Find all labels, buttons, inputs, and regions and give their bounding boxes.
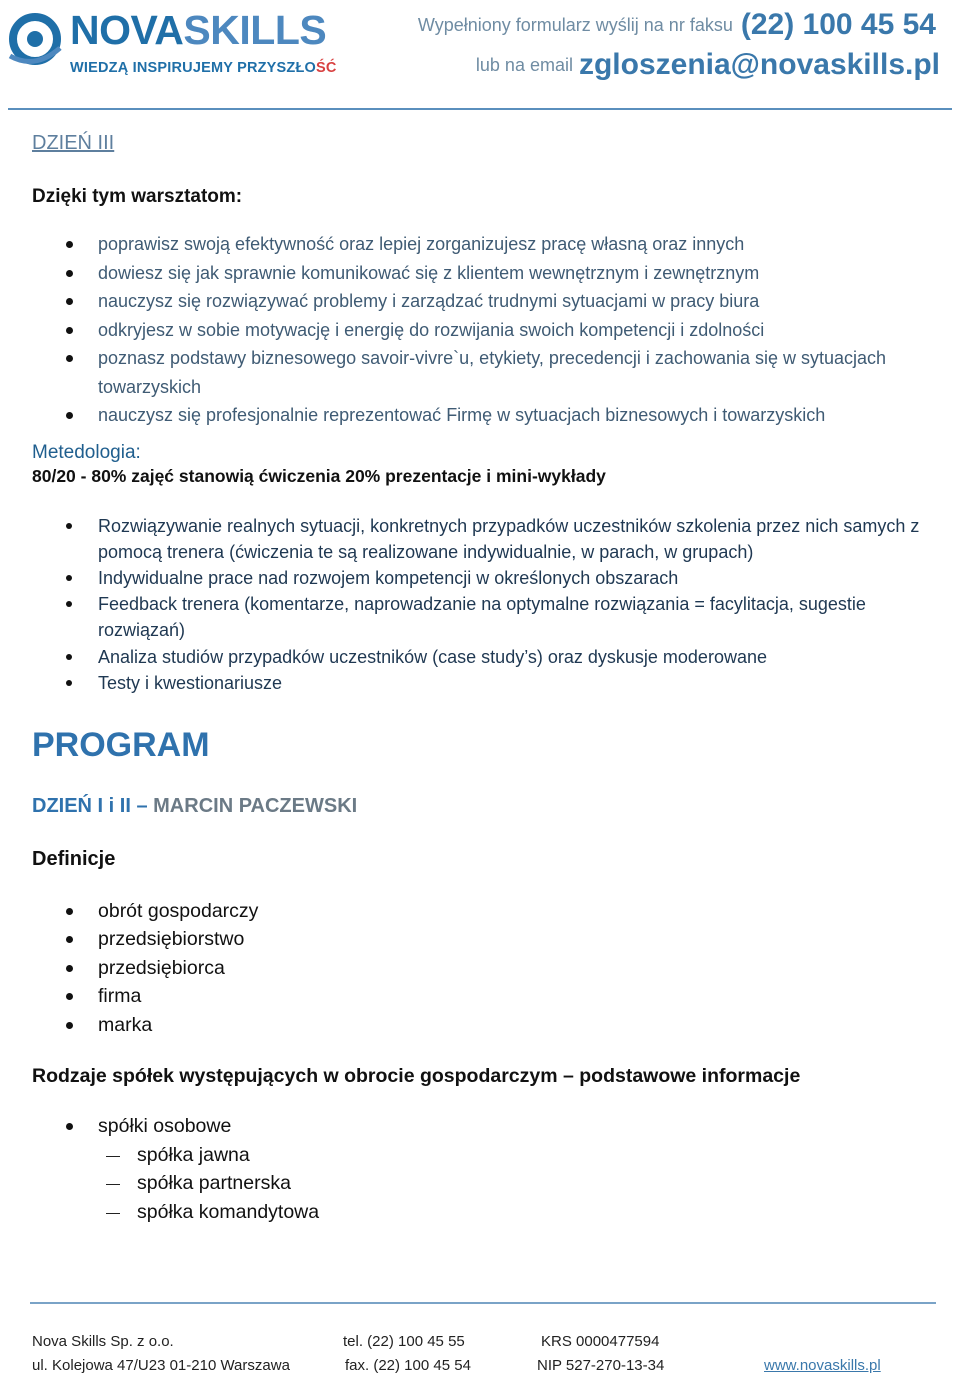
bullet-icon — [66, 965, 73, 972]
bullet-icon — [66, 601, 72, 607]
methods-list — [32, 513, 942, 696]
company-types-title: Rodzaje spółek występujących w obrocie gospodarczym – podstawowe informacje — [32, 1065, 801, 1088]
definitions-title: Definicje — [32, 847, 116, 870]
list-item — [32, 287, 942, 316]
bullet-icon — [66, 327, 73, 334]
footer-company: Nova Skills Sp. z o.o. — [32, 1333, 174, 1350]
list-item — [32, 925, 942, 954]
day-label: DZIEŃ I i II – — [32, 794, 148, 817]
email-link[interactable]: zgloszenia@novaskills.pl — [578, 48, 940, 81]
bullet-icon — [66, 241, 73, 248]
dash-icon — [106, 1184, 120, 1185]
list-item — [32, 565, 942, 591]
benefits-list — [32, 230, 942, 430]
fax-prefix: Wypełniony formularz wyślij na nr faksu — [417, 15, 733, 35]
list-item — [32, 670, 942, 696]
list-item-text: obrót gospodarczy — [98, 899, 259, 922]
list-item-text: spółka partnerska — [137, 1172, 291, 1195]
list-item — [32, 644, 942, 670]
list-item-text: Indywidualne prace nad rozwojem kompetencji w określonych obszarach — [98, 567, 679, 588]
methodology-label: Metedologia: — [32, 441, 141, 463]
list-item — [32, 897, 942, 926]
bullet-icon — [66, 654, 72, 660]
list-item-text: spółki osobowe — [98, 1115, 232, 1138]
list-item-text: spółka komandytowa — [137, 1200, 320, 1223]
list-item-text: Rozwiązywanie realnych sytuacji, konkretnych przypadków uczestników szkolenia przez nich samych z pomocą trenera (ćwiczenia te są realizowane indywidualnie, w parach, w grupach) — [98, 515, 920, 562]
bullet-icon — [66, 1123, 73, 1130]
logo-wordmark — [70, 7, 327, 53]
definitions-list — [32, 897, 942, 1040]
footer-krs: KRS 0000477594 — [541, 1333, 660, 1350]
list-item-text: Analiza studiów przypadków uczestników (case study’s) oraz dyskusje moderowane — [98, 646, 767, 667]
list-item-text: odkryjesz w sobie motywację i energię do rozwijania swoich kompetencji i zdolności — [98, 319, 765, 340]
list-item — [32, 513, 942, 565]
list-item — [32, 954, 942, 983]
list-item-text: Feedback trenera (komentarze, naprowadzanie na optymalne rozwiązania = facylitacja, sugestie rozwiązań) — [98, 594, 866, 641]
list-item-text: spółka jawna — [137, 1143, 250, 1166]
list-item-text: przedsiębiorstwo — [98, 928, 245, 951]
list-item — [32, 230, 942, 259]
program-title: PROGRAM — [32, 725, 210, 764]
logo-tagline-main: WIEDZĄ INSPIRUJEMY PRZYSZŁO — [70, 60, 317, 76]
footer-tel: tel. (22) 100 45 55 — [343, 1333, 465, 1350]
list-item — [32, 259, 942, 288]
bullet-icon — [66, 298, 73, 305]
fax-number: (22) 100 45 54 — [740, 8, 936, 41]
methodology-summary: 80/20 - 80% zajęć stanowią ćwiczenia 20% prezentacje i mini-wykłady — [32, 465, 606, 486]
list-item — [32, 1112, 942, 1141]
list-item-text: poprawisz swoją efektywność oraz lepiej zorganizujesz pracę własną oraz innych — [98, 234, 745, 254]
list-item-text: nauczysz się rozwiązywać problemy i zarządzać trudnymi sytuacjami w pracy biura — [98, 291, 760, 311]
dash-icon — [106, 1156, 120, 1157]
novaskills-logo-mark-icon — [8, 12, 68, 66]
company-subtypes-list — [32, 1141, 942, 1227]
bullet-icon — [66, 936, 73, 943]
bullet-icon — [66, 270, 73, 277]
list-item — [32, 1011, 942, 1040]
logo-tagline-accent: ŚĆ — [316, 60, 337, 76]
bullet-icon — [66, 680, 72, 686]
email-prefix: lub na email — [475, 55, 573, 75]
list-item-text: marka — [98, 1013, 153, 1036]
bullet-icon — [66, 993, 73, 1000]
list-item-text: przedsiębiorca — [98, 956, 225, 979]
footer-fax: fax. (22) 100 45 54 — [345, 1357, 471, 1374]
program-day-heading — [32, 795, 942, 818]
section-title-day3: DZIEŃ III — [32, 132, 115, 154]
list-item-text: nauczysz się profesjonalnie reprezentować Firmę w sytuacjach biznesowych i towarzyskich — [98, 405, 826, 425]
dash-icon — [106, 1213, 120, 1214]
footer-divider — [30, 1302, 936, 1304]
bullet-icon — [66, 523, 72, 529]
list-item — [32, 1198, 942, 1227]
logo-tagline — [70, 60, 337, 76]
bullet-icon — [66, 355, 73, 362]
list-item — [32, 1169, 942, 1198]
list-item-text: firma — [98, 985, 142, 1008]
list-item-text: dowiesz się jak sprawnie komunikować się z klientem wewnętrznym i zewnętrznym — [98, 262, 760, 283]
main-content — [32, 132, 942, 1226]
list-item — [32, 591, 942, 643]
list-item — [32, 1141, 942, 1170]
list-item — [32, 344, 942, 401]
bullet-icon — [66, 908, 73, 915]
footer-nip: NIP 527-270-13-34 — [537, 1357, 665, 1374]
workshop-intro: Dzięki tym warsztatom: — [32, 186, 243, 207]
logo-wordmark-nova: NOVA — [70, 7, 184, 53]
bullet-icon — [66, 1022, 73, 1029]
list-item — [32, 316, 942, 345]
list-item — [32, 401, 942, 430]
email-contact — [476, 48, 940, 82]
header-divider — [8, 108, 952, 110]
footer-website-link[interactable]: www.novaskills.pl — [764, 1357, 881, 1374]
logo-wordmark-skills: SKILLS — [183, 7, 327, 53]
trainer-name: MARCIN PACZEWSKI — [153, 794, 358, 817]
bullet-icon — [66, 575, 72, 581]
company-logo — [8, 8, 353, 88]
list-item — [32, 982, 942, 1011]
footer-address: ul. Kolejowa 47/U23 01-210 Warszawa — [32, 1357, 290, 1374]
company-groups-list — [32, 1112, 942, 1141]
list-item-text: Testy i kwestionariusze — [98, 672, 283, 693]
bullet-icon — [66, 412, 73, 419]
fax-contact — [418, 8, 936, 42]
list-item-text: poznasz podstawy biznesowego savoir-vivre`u, etykiety, precedencji i zachowania się w sytuacjach towarzyskich — [98, 348, 887, 397]
